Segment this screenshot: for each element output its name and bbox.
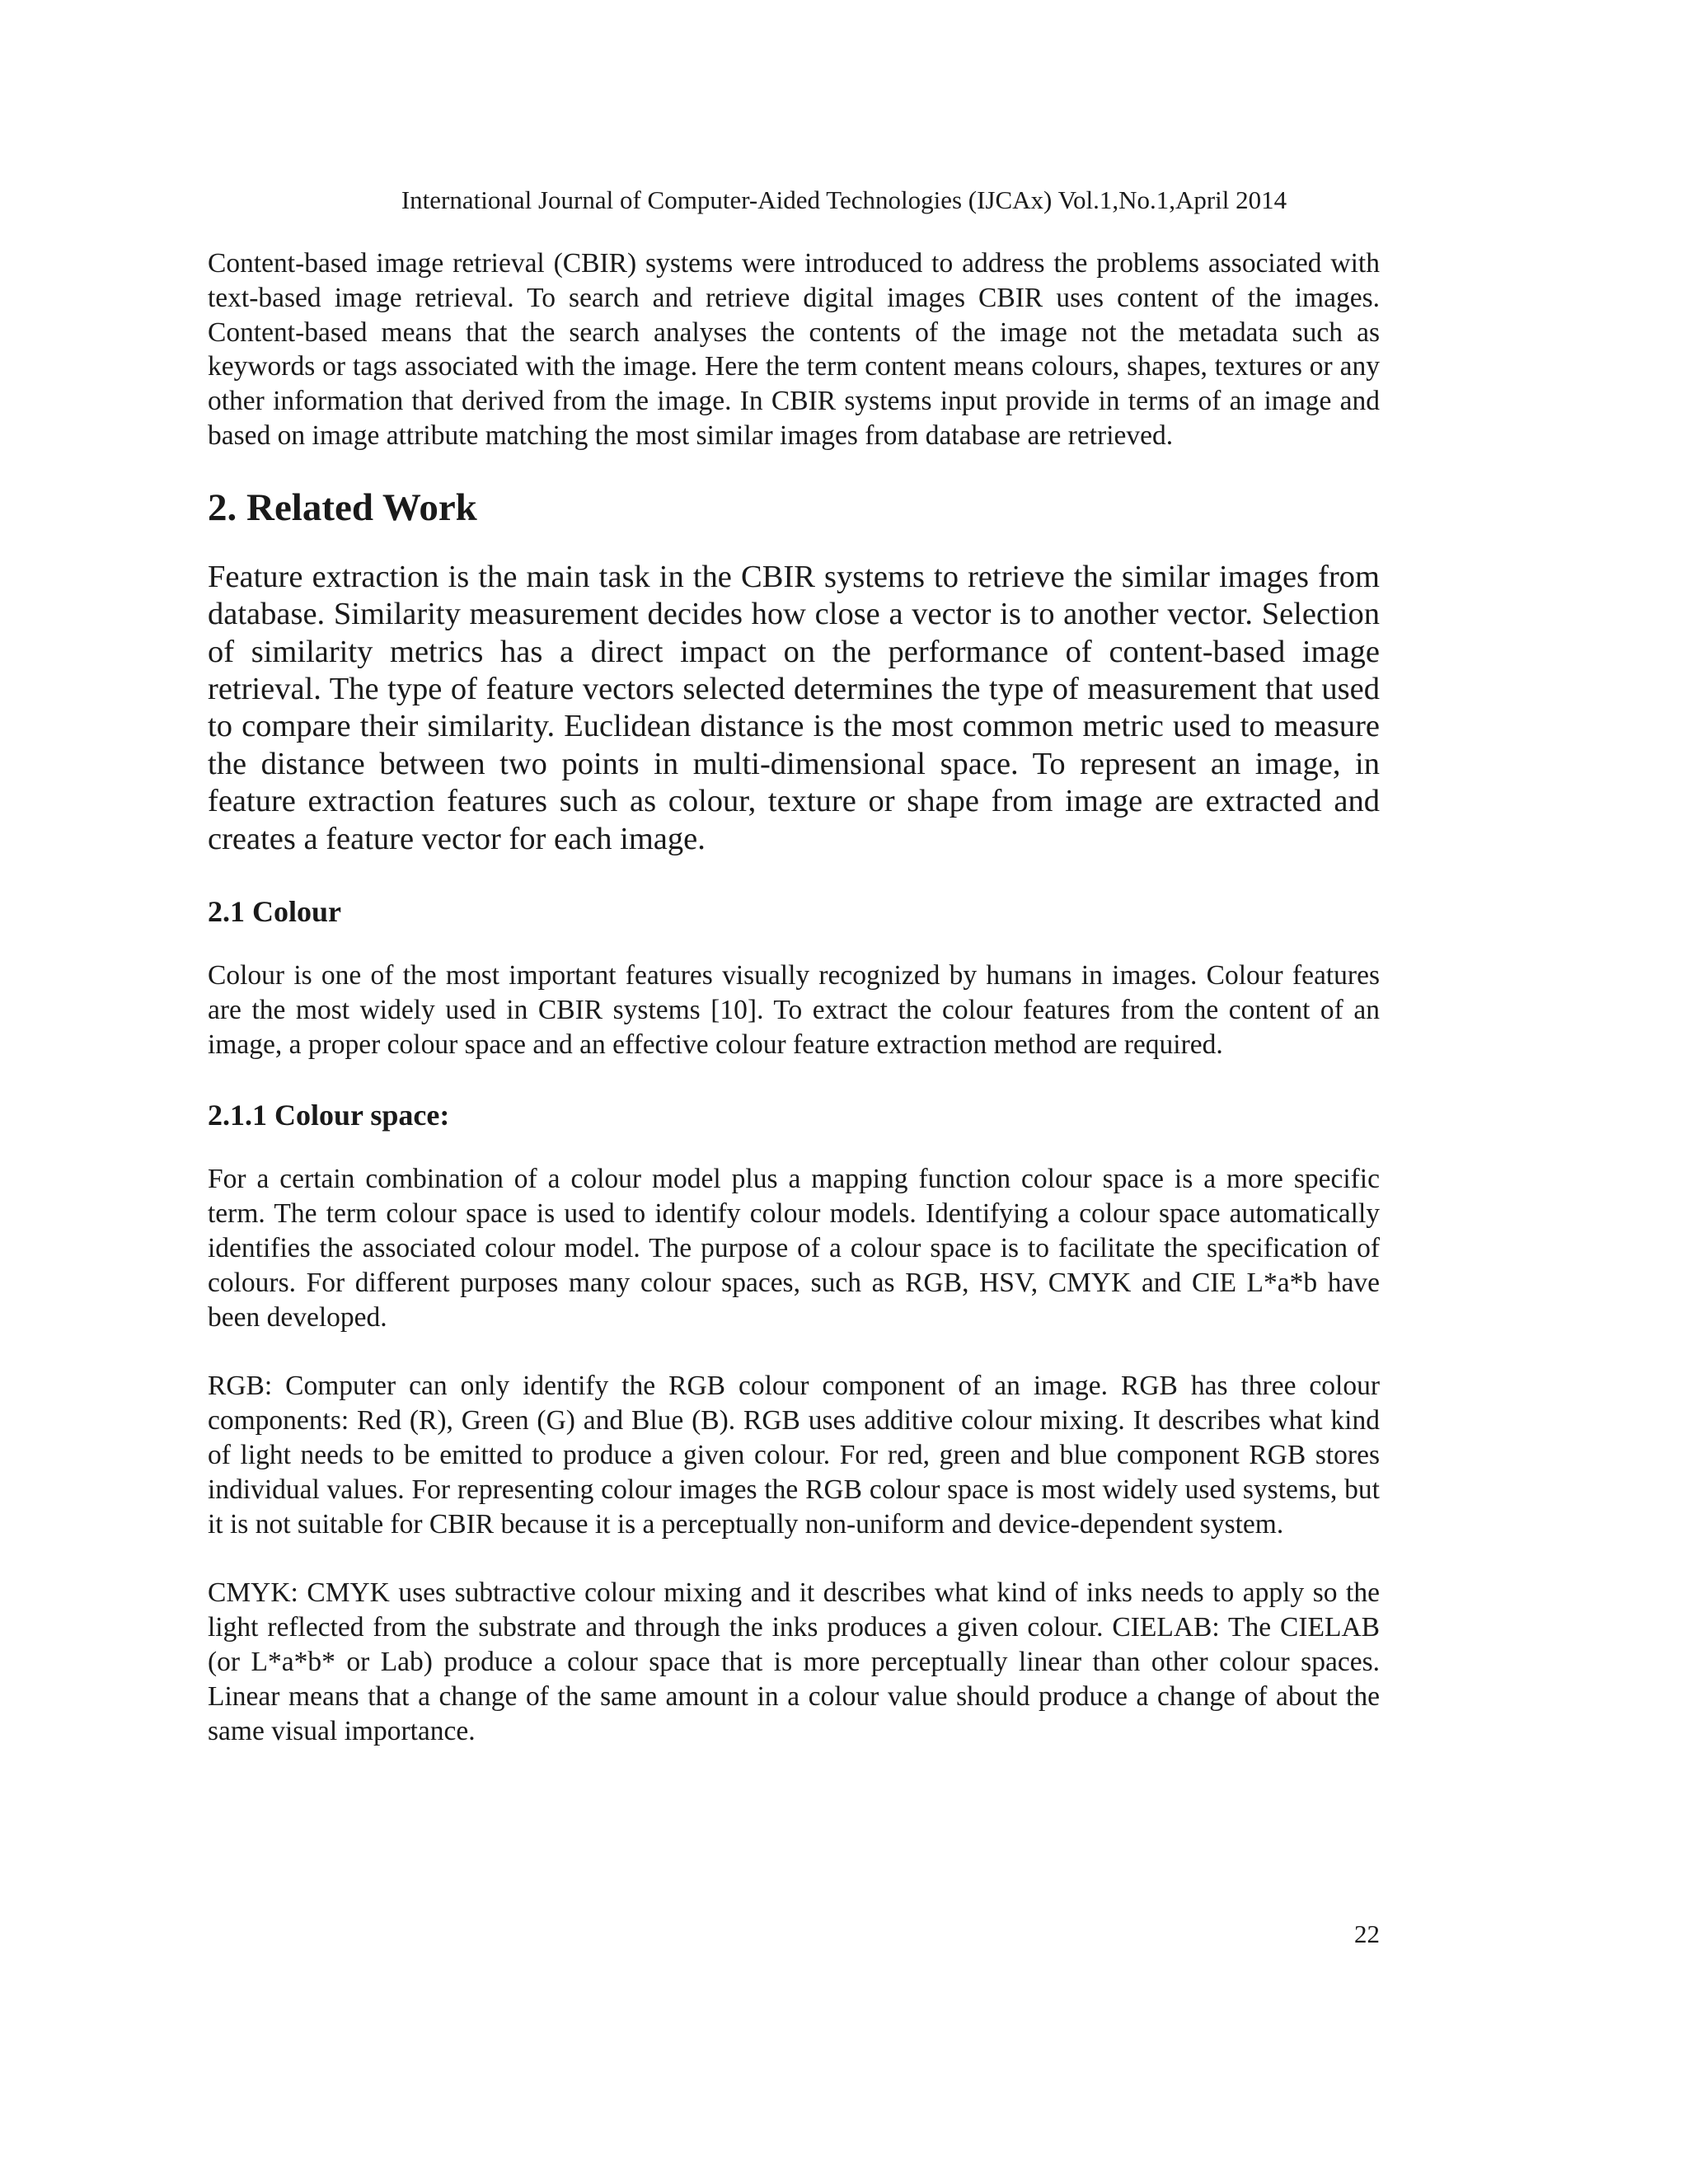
related-work-paragraph: Feature extraction is the main task in the CBIR systems to retrieve the similar images from database. Similarity measurement decides how close a vector is to another vector. Selection of similarity metrics has a direct impact on the performance of content-based image retrieval. The type of feature vectors selected determines the type of measurement that used to compare their similarity. Euclidean distance is the most common metric used to measure the distance between two points in multi-dimensional space. To represent an image, in feature extraction features such as colour, texture or shape from image are extracted and creates a feature vector for each image. — [208, 559, 1380, 856]
running-header: International Journal of Computer-Aided Technologies (IJCAx) Vol.1,No.1,April 2014 — [401, 185, 1287, 214]
colour-paragraph: Colour is one of the most important features visually recognized by humans in images. Colour features are the most widely used in CBIR systems [10]. To extract the colour features from the content of an image, a proper colour space and an effective colour feature extraction method are required. — [208, 960, 1380, 1060]
page-content — [208, 246, 1380, 1748]
section-heading-related-work: 2. Related Work — [208, 485, 477, 529]
page-number: 22 — [1354, 1919, 1380, 1948]
rgb-paragraph: RGB: Computer can only identify the RGB colour component of an image. RGB has three colour components: Red (R), Green (G) and Blue (B). RGB uses additive colour mixing. It describes what kind of light needs to be emitted to produce a given colour. For red, green and blue component RGB stores individual values. For representing colour images the RGB colour space is most widely used systems, but it is not suitable for CBIR because it is a perceptually non-uniform and device-dependent system. — [208, 1371, 1380, 1540]
intro-paragraph: Content-based image retrieval (CBIR) systems were introduced to address the problems associated with text-based image retrieval. To search and retrieve digital images CBIR uses content of the images. Content-based means that the search analyses the contents of the image not the metadata such as keywords or tags associated with the image. Here the term content means colours, shapes, textures or any other information that derived from the image. In CBIR systems input provide in terms of an image and based on image attribute matching the most similar images from database are retrieved. — [208, 248, 1380, 451]
cmyk-cielab-paragraph: CMYK: CMYK uses subtractive colour mixing and it describes what kind of inks needs to apply so the light reflected from the substrate and through the inks produces a given colour. CIELAB: The CIELAB (or L*a*b* or Lab) produce a colour space that is more perceptually linear than other colour spaces. Linear means that a change of the same amount in a colour value should produce a change of about the same visual importance. — [208, 1577, 1380, 1746]
colour-space-paragraph: For a certain combination of a colour model plus a mapping function colour space is a more specific term. The term colour space is used to identify colour models. Identifying a colour space automatically identifies the associated colour model. The purpose of a colour space is to facilitate the specification of colours. For different purposes many colour spaces, such as RGB, HSV, CMYK and CIE L*a*b have been developed. — [208, 1164, 1380, 1333]
subsection-heading-colour: 2.1 Colour — [208, 895, 341, 929]
subsection-heading-colour-space: 2.1.1 Colour space: — [208, 1099, 450, 1132]
